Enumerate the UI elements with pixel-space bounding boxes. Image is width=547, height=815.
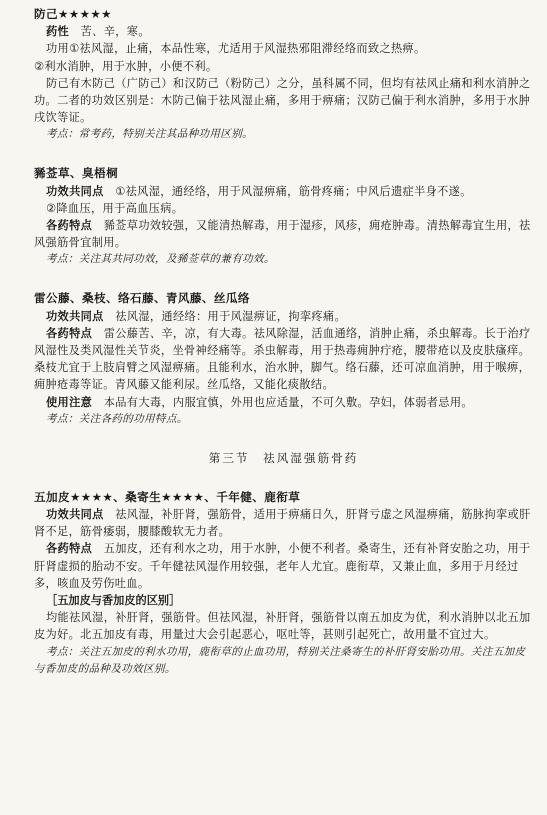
exam-note-2: 考点：关注其共同功效，及豨莶草的兼有功效。	[46, 253, 275, 266]
herb-title-wujiapi: 五加皮★★★★、桑寄生★★★★、千年健、鹿衔草	[34, 489, 301, 504]
features-label: 各药特点	[46, 326, 93, 340]
features-text: 五加皮，还有利水之功，用于水肿，小便不利者。桑寄生，还有补肾安胎之功，用于肝肾虚损的胎动不安。千年健祛风湿作用较强，老年人尤宜。鹿衔草，又兼止血，多用于月经过多，咳血及劳伤吐血。	[34, 542, 531, 590]
section-heading: 第三节 祛风湿强筋骨药	[208, 450, 359, 465]
common-effects-line-2: ②降血压，用于高血压病。	[46, 201, 184, 215]
function-line-2: ②利水消肿，用于水肿，小便不利。	[34, 59, 218, 73]
features-line	[34, 217, 533, 251]
common-effects-text: 祛风湿，补肝肾，强筋骨，适用于痹痛日久，肝肾亏虚之风湿痹痛，筋脉拘挛或肝肾不足，筋骨痿弱，腰膝酸软无力者。	[34, 508, 531, 539]
features-line	[34, 540, 533, 592]
exam-note-4: 考点：关注五加皮的利水功用，鹿衔草的止血功用，特别关注桑寄生的补肝肾安胎功用。关注五加皮与香加皮的品种及功效区别。	[34, 645, 526, 675]
herb-title-xixiancao: 豨莶草、臭梧桐	[34, 166, 118, 181]
exam-note-3: 考点：关注各药的功用特点。	[46, 412, 188, 425]
property-text: 苦、辛，寒。	[80, 25, 150, 39]
common-effects-text: 祛风湿，通经络：用于风湿痹证，拘挛疼痛。	[115, 309, 347, 323]
herb-title-leigongteng: 雷公藤、桑枝、络石藤、青风藤、丝瓜络	[34, 291, 250, 306]
caution-line	[34, 394, 533, 411]
common-effects-line	[34, 308, 533, 325]
common-effects-line	[34, 506, 533, 540]
common-effects-line	[34, 183, 533, 200]
common-effects-label: 功效共同点	[46, 508, 104, 522]
common-effects-label: 功效共同点	[46, 309, 104, 323]
features-label: 各药特点	[46, 542, 93, 556]
exam-note-1: 考点：常考药，特别关注其品种功用区别。	[46, 128, 253, 141]
function-label: 功用	[46, 42, 70, 56]
features-label: 各药特点	[46, 219, 93, 233]
function-text-1: ①祛风湿，止痛，本品性寒，尤适用于风湿热邪阻滞经络而致之热痹。	[69, 42, 426, 56]
features-text: 豨莶草功效较强，又能清热解毒，用于湿疹，风疹，痈疮肿毒。清热解毒宜生用，祛风强筋骨宜制用。	[34, 219, 531, 250]
caution-text: 本品有大毒，内服宜慎，外用也应适量，不可久敷。孕妇，体弱者忌用。	[103, 395, 473, 409]
features-line	[34, 325, 533, 394]
caution-label: 使用注意	[46, 395, 93, 409]
common-effects-label: 功效共同点	[46, 184, 104, 198]
comparison-box-title: ［五加皮与香加皮的区别］	[46, 594, 181, 608]
comparison-box-text: 均能祛风湿，补肝肾，强筋骨。但祛风湿，补肝肾，强筋骨以南五加皮为优，利水消肿以北五加皮为好。北五加皮有毒，用量过大会引起恶心，呕吐等，甚则引起死亡，故用量不宜过大。	[34, 611, 531, 642]
property-label: 药性	[46, 25, 70, 39]
fangji-paragraph: 防己有木防己（广防己）和汉防己（粉防己）之分，虽科属不同，但均有祛风止痛和利水消肿之功。二者的功效区别是：木防己偏于祛风湿止痛，多用于痹痛；汉防己偏于利水消肿，多用于水肿戌饮等证。	[34, 76, 531, 125]
features-text: 雷公藤苦、辛，凉，有大毒。祛风除湿，活血通络，消肿止痛，杀虫解毒。长于治疗风湿性及类风湿性关节炎，坐骨神经痛等。杀虫解毒，用于热毒痈肿疔疮，腰带疮以及皮肤瘙痒。桑枝尤宜于上肢肩臂之风湿痹痛。且能利水，治水肿，脚气。络石藤，还可凉血消肿，用于喉痹，痈肿疮毒等证。青风藤又能利尿。丝瓜络，又能化痰散结。	[34, 326, 531, 392]
common-effects-text-1: ①祛风湿，通经络，用于风湿痹痛，筋骨疼痛；中风后遗症半身不遂。	[115, 184, 472, 198]
function-line-1	[34, 40, 533, 57]
herb-title-fangji: 防己★★★★★	[34, 7, 112, 21]
property-line	[34, 23, 533, 40]
